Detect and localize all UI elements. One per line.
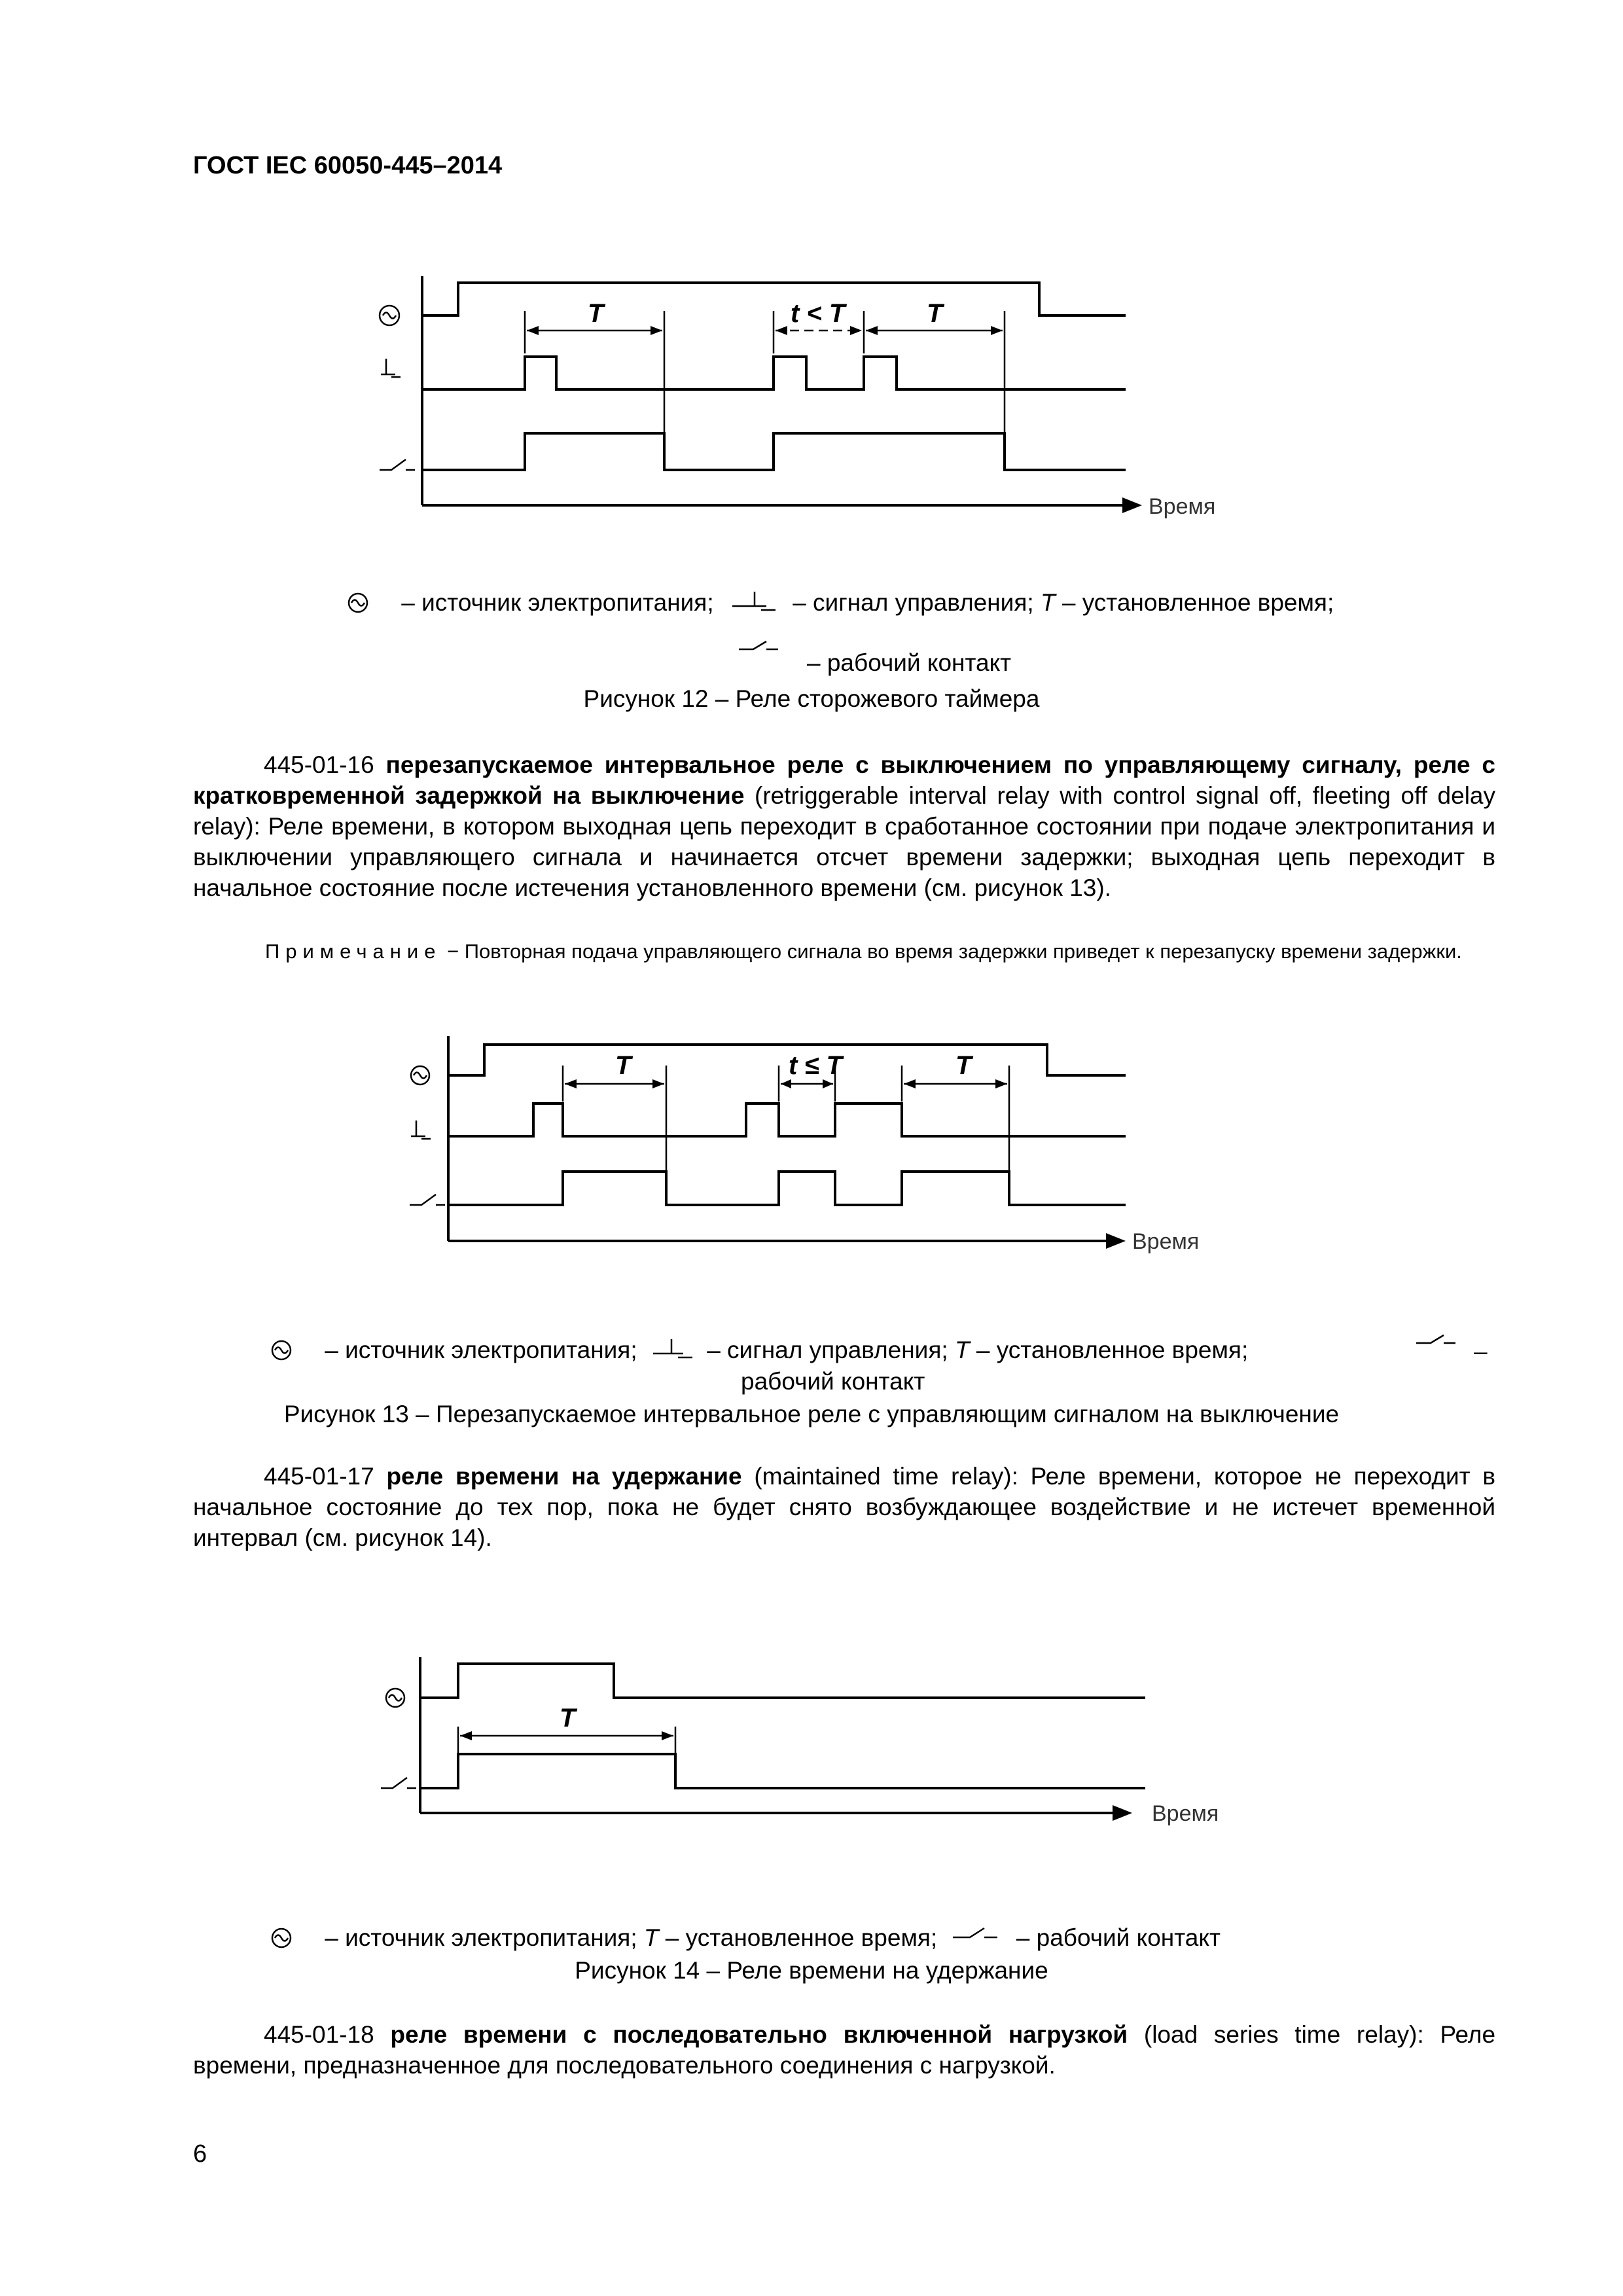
- t-label: T: [560, 1704, 576, 1732]
- figure-13-caption: Рисунок 13 – Перезапускаемое интервальное реле с управляющим сигналом на выключение: [283, 1401, 1340, 1427]
- legend-t-text: – установленное время;: [976, 1336, 1249, 1363]
- t-label-2: T: [955, 1051, 972, 1080]
- term-definition: (load series time relay): Реле времени, предназначенное для последовательного соединения с нагрузкой.: [193, 2021, 1496, 2079]
- power-source-icon: [411, 1066, 429, 1085]
- term-definition: (maintained time relay): Реле времени, которое не переходит в начальное состояние до тех пор, пока не будет снято возбуждающее воздействие и не истечет временной интервал (см. рисунок 14).: [193, 1463, 1495, 1551]
- t-less-t-label: t < T: [791, 299, 846, 328]
- fig13-legend-line1: [267, 1335, 1248, 1368]
- legend-power-text: – источник электропитания;: [325, 1336, 637, 1363]
- term-445-01-16: [193, 749, 1495, 903]
- power-source-icon: [344, 591, 375, 617]
- legend-contact-text: – рабочий контакт: [1016, 1924, 1221, 1951]
- note-text: − Повторная подача управляющего сигнала во время задержки приведет к перезапуску времени задержки.: [447, 940, 1462, 963]
- term-number: 445-01-18: [264, 2021, 374, 2048]
- figure-13-diagram: [393, 1026, 1283, 1268]
- power-source-icon: [386, 1689, 404, 1707]
- fig12-legend-line2: [736, 649, 1011, 677]
- term-name: реле времени с последовательно включенной нагрузкой: [390, 2021, 1128, 2048]
- time-axis-label: Время: [1132, 1229, 1200, 1254]
- legend-contact-text: – рабочий контакт: [807, 649, 1012, 676]
- term-name: перезапускаемое интервальное реле с выключением по управляющему сигналу, реле с кратковременной задержкой на выключение: [193, 751, 1495, 809]
- fig14-legend: [267, 1924, 1221, 1952]
- legend-t-symbol: T: [1040, 588, 1056, 616]
- control-signal-icon: [381, 359, 401, 377]
- power-source-icon: [380, 306, 399, 325]
- term-number: 445-01-16: [264, 751, 374, 778]
- legend-t-symbol: T: [954, 1336, 970, 1363]
- figure-14-caption: Рисунок 14 – Реле времени на удержание: [575, 1957, 1048, 1984]
- term-445-01-18: [193, 2019, 1495, 2081]
- figure-12-caption: Рисунок 12 – Реле сторожевого таймера: [583, 685, 1040, 712]
- term-445-01-17: [193, 1461, 1495, 1553]
- control-signal-icon: [648, 1335, 700, 1368]
- working-contact-icon: [380, 459, 415, 470]
- working-contact-icon: [1414, 1329, 1459, 1348]
- note-label: Примечание: [265, 940, 442, 963]
- legend-power-text: – источник электропитания;: [401, 588, 714, 616]
- legend-t-text: – установленное время;: [665, 1924, 938, 1951]
- time-axis-label: Время: [1149, 494, 1216, 519]
- working-contact-icon: [736, 635, 782, 655]
- time-axis-label: Время: [1152, 1801, 1219, 1826]
- legend-t-text: – установленное время;: [1061, 588, 1334, 616]
- power-source-icon: [267, 1926, 298, 1952]
- working-contact-icon: [381, 1778, 416, 1788]
- term-number: 445-01-17: [264, 1463, 374, 1490]
- t-lessequal-t-label: t ≤ T: [789, 1051, 842, 1080]
- control-signal-icon: [727, 588, 786, 620]
- control-signal-icon: [411, 1121, 431, 1139]
- working-contact-icon: [410, 1194, 445, 1205]
- working-contact-icon: [950, 1924, 1009, 1950]
- fig12-legend-line1: [344, 588, 1334, 620]
- term-definition: (retriggerable interval relay with control signal off, fleeting off delay relay): Реле времени, в котором выходная цепь переходит в сработанное состоянии при подаче электропитания и выключении управляющего сигнала и начинается отсчет времени задержки; выходная цепь переходит в начальное состояние после истечения установленного времени (см. рисунок 13).: [193, 782, 1496, 901]
- document-header: ГОСТ IEC 60050-445–2014: [193, 152, 503, 179]
- legend-control-text: – сигнал управления;: [793, 588, 1034, 616]
- t-label-2: T: [927, 299, 943, 328]
- legend-contact-text: рабочий контакт: [741, 1368, 925, 1395]
- legend-control-text: – сигнал управления;: [707, 1336, 948, 1363]
- legend-power-text: – источник электропитания;: [325, 1924, 637, 1951]
- figure-12-diagram: [353, 262, 1309, 537]
- legend-dash: –: [1474, 1338, 1488, 1365]
- power-source-icon: [267, 1338, 298, 1365]
- t-label-1: T: [615, 1051, 632, 1080]
- term-name: реле времени на удержание: [386, 1463, 742, 1490]
- t-label-1: T: [588, 299, 604, 328]
- note-16: [193, 938, 1495, 965]
- figure-14-diagram: [366, 1649, 1302, 1839]
- page-number: 6: [193, 2140, 207, 2168]
- legend-t-symbol: T: [643, 1924, 659, 1951]
